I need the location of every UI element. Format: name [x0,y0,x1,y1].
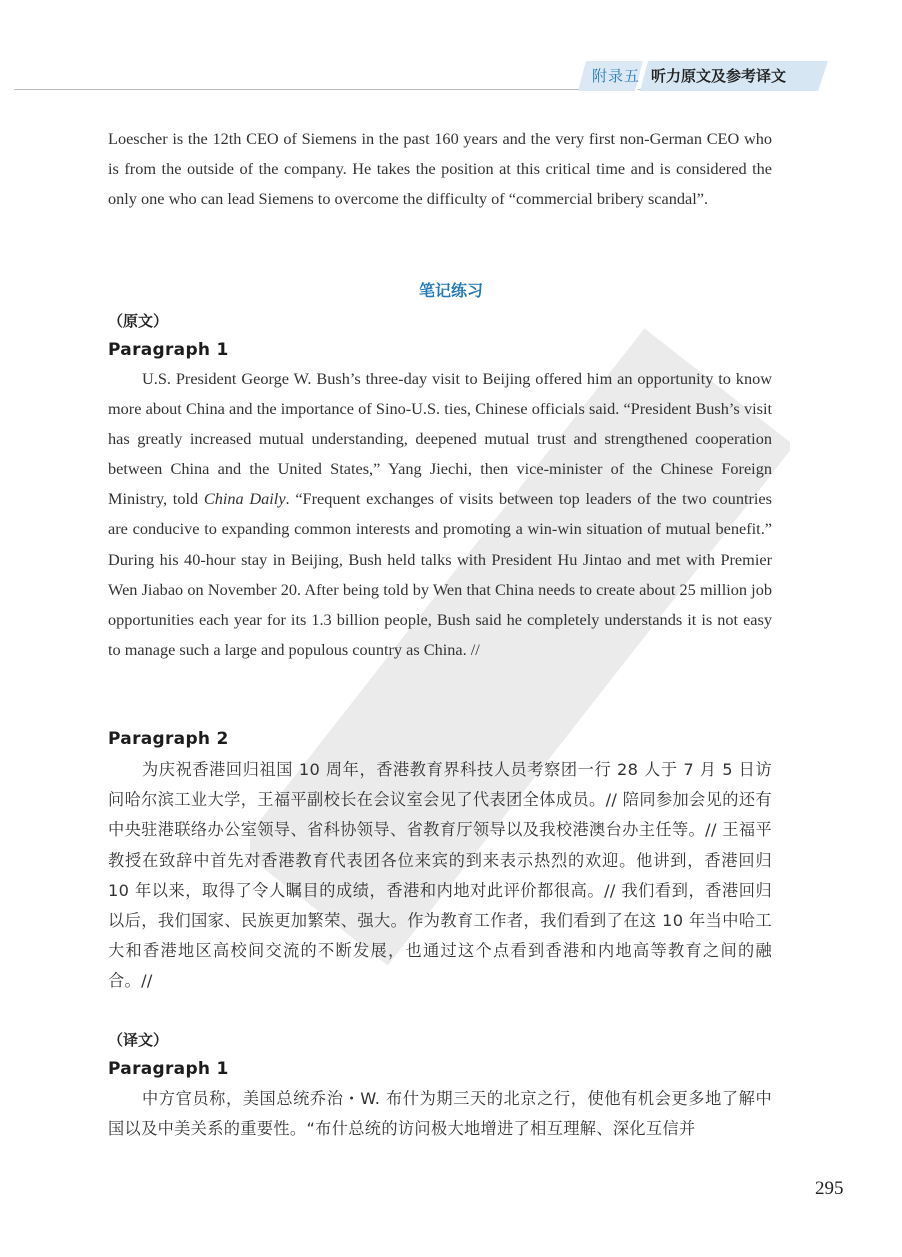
translation-label: （译文） [108,1031,169,1049]
original-paragraph2-heading: Paragraph 2 [108,729,229,749]
original-paragraph1-block [108,364,772,665]
original-label: （原文） [108,312,169,330]
translation-paragraph1-text: 中方官员称，美国总统乔治・W. 布什为期三天的北京之行，使他有机会更多地了解中国以及中美关系的重要性。“布什总统的访问极大地增进了相互理解、深化互信并 [108,1089,772,1139]
intro-paragraph: Loescher is the 12th CEO of Siemens in the past 160 years and the very first non-German CEO who is from the outside of the company. He takes the position at this critical time and is considered the only one who can lead Siemens to overcome the difficulty of “commercial bribery scandal”. [108,129,772,209]
translation-paragraph1-block [108,1084,772,1144]
newspaper-name: China Daily [203,489,286,509]
original-paragraph1-text [108,364,772,665]
paragraph1-text-part1: U.S. President George W. Bush’s three-day visit to Beijing offered him an opportunity to know more about China and the importance of Sino-U.S. ties, Chinese officials said. “President Bush’s visit has greatly increased mutual understanding, deepened mutual trust and strengthened cooperation between China and the United States,” Yang Jiechi, then vice-minister of the Chinese Foreign Ministry, told [108,369,772,509]
original-paragraph1-heading: Paragraph 1 [108,340,229,360]
intro-block [108,124,772,214]
page-number: 295 [815,1178,844,1199]
appendix-label: 附录五 [592,67,641,85]
header-title: 听力原文及参考译文 [651,67,787,85]
section-title: 笔记练习 [418,281,483,300]
running-header [578,61,828,91]
paragraph1-text-part2: . “Frequent exchanges of visits between top leaders of the two countries are conducive to expanding common interests and promoting a win-win situation of mutual benefit.” During his 40-hour stay in Beijing, Bush held talks with President Hu Jintao and met with Premier Wen Jiabao on November 20. After being told by Wen that China needs to create about 25 million job opportunities each year for its 1.3 billion people, Bush said he completely understands it is not easy to manage such a large and populous country as China. // [108,489,772,659]
translation-paragraph1-heading: Paragraph 1 [108,1059,229,1079]
original-paragraph2-text: 为庆祝香港回归祖国 10 周年，香港教育界科技人员考察团一行 28 人于 7 月 5 日访问哈尔滨工业大学，王福平副校长在会议室会见了代表团全体成员。// 陪同参加会见的还有中央驻港联络办公室领导、省科协领导、省教育厅领导以及我校港澳台办主任等。// 王福平教授在致辞中首先对香港教育代表团各位来宾的到来表示热烈的欢迎。他讲到，香港回归 10 年以来，取得了令人瞩目的成绩，香港和内地对此评价都很高。// 我们看到，香港回归以后，我们国家、民族更加繁荣、强大。作为教育工作者，我们看到了在这 10 年当中哈工大和香港地区高校间交流的不断发展，也通过这个点看到香港和内地高等教育之间的融合。// [108,760,772,991]
original-paragraph2-block [108,755,772,997]
